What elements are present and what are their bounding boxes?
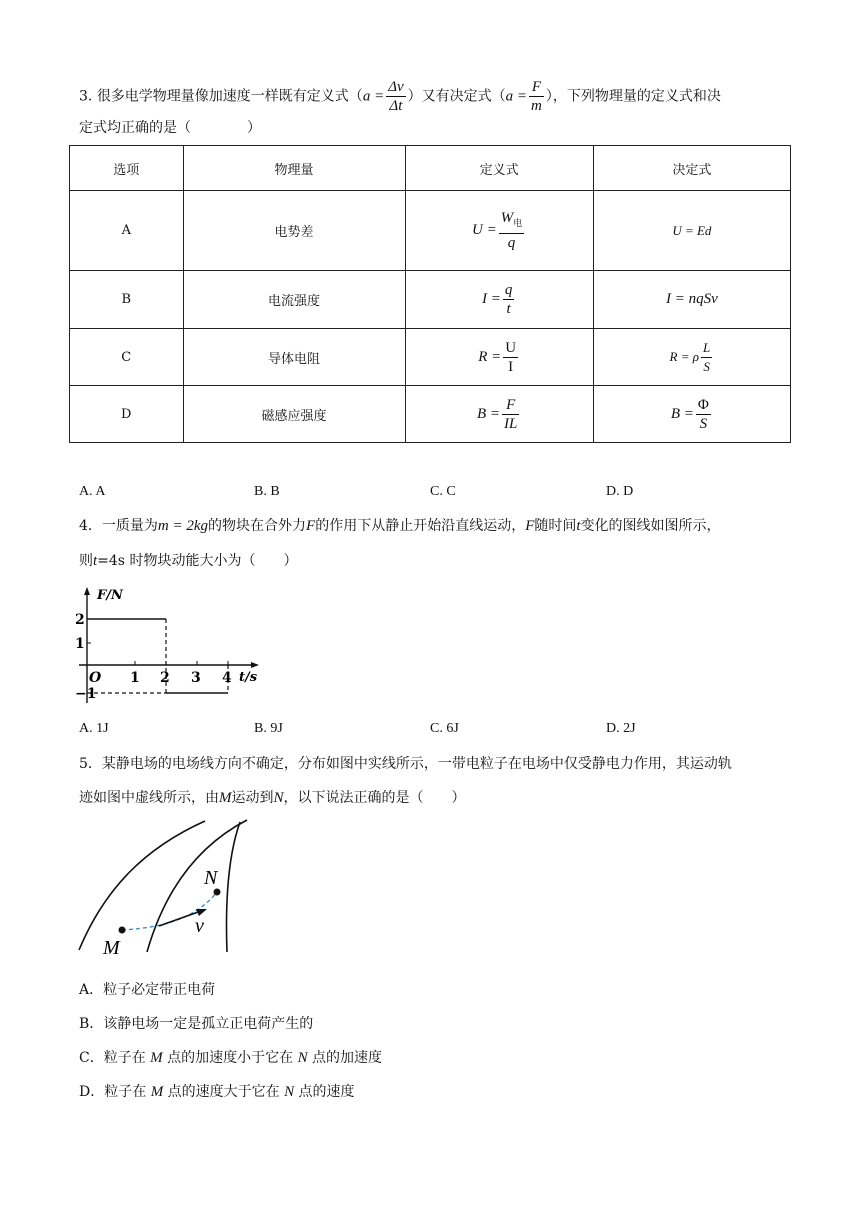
q4-line1: 4．一质量为m = 2kg的物块在合外力F的作用下从静止开始沿直线运动，F随时间t变化的图线如图所示， (79, 518, 721, 534)
q5-option-b[interactable]: B．该静电场一定是孤立正电荷产生的 (79, 1016, 314, 1032)
row-option: C (70, 329, 184, 386)
row-option: D (70, 386, 184, 443)
q4-line2: 则t=4s 时物块动能大小为（ ） (79, 553, 298, 569)
y-tick-label: −1 (75, 686, 97, 702)
q4-choice-c[interactable]: C. 6J (430, 721, 459, 736)
q3-choice-d[interactable]: D. D (606, 484, 634, 499)
x-tick-label: 2 (160, 670, 170, 686)
x-axis-arrow-icon (251, 662, 259, 668)
q5-option-a[interactable]: A．粒子必定带正电荷 (79, 982, 216, 998)
q4-choice-b[interactable]: B. 9J (254, 721, 283, 736)
point-m (119, 927, 126, 934)
q3-choice-a[interactable]: A. A (79, 484, 106, 499)
row-definition: R = $\frac{U}{I}$ (405, 329, 593, 386)
table-row (70, 386, 791, 443)
q3-text-c: ），下列物理量的定义式和决 (545, 88, 721, 105)
y-tick-label: 2 (75, 612, 85, 628)
table-header-row (70, 146, 791, 191)
force-time-graph (75, 585, 275, 710)
q3-def-lhs: a = (362, 88, 385, 105)
row-quantity: 电势差 (183, 191, 405, 271)
label-m: M (103, 937, 120, 959)
row-determining: U = Ed (593, 191, 790, 271)
q3-number: 3. (79, 88, 93, 105)
y-tick-label: 1 (75, 636, 85, 652)
point-n (214, 889, 221, 896)
origin-label: O (89, 670, 102, 686)
q3-line2: 定式均正确的是（ ） (79, 120, 261, 136)
table-header: 决定式 (593, 146, 790, 191)
q3-text-a: 很多电学物理量像加速度一样既有定义式（ (96, 88, 363, 105)
row-quantity: 电流强度 (183, 271, 405, 329)
q4-mass: m = 2kg (157, 518, 209, 534)
x-tick-label: 4 (222, 670, 232, 686)
table-row (70, 329, 791, 386)
row-quantity: 磁感应强度 (183, 386, 405, 443)
q4-choice-a[interactable]: A. 1J (79, 721, 109, 736)
row-definition: U = $\frac{W_电}{q}$ (405, 191, 593, 271)
y-axis-arrow-icon (84, 587, 90, 595)
q3-def-frac: $\frac{\Delta v}{\Delta t}$ (388, 79, 404, 114)
x-tick-label: 3 (191, 670, 201, 686)
table-header: 选项 (70, 146, 184, 191)
row-definition: I = $\frac{q}{t}$ (405, 271, 593, 329)
q3-det-frac: $\frac{F}{m}$ (531, 79, 542, 114)
q5-option-d[interactable]: D．粒子在 M 点的速度大于它在 N 点的速度 (79, 1084, 355, 1100)
label-n: N (204, 867, 218, 889)
row-determining: I = nqSv (593, 271, 790, 329)
row-definition: B = $\frac{F}{IL}$ (405, 386, 593, 443)
row-determining: B = $\frac{\Phi}{S}$ (593, 386, 790, 443)
row-determining: R = ρ $\frac{L}{S}$ (593, 329, 790, 386)
field-line (79, 821, 205, 950)
table-row (70, 191, 791, 271)
row-option: B (70, 271, 184, 329)
table-header: 定义式 (405, 146, 593, 191)
row-quantity: 导体电阻 (183, 329, 405, 386)
x-tick-label: 1 (130, 670, 140, 686)
y-axis-label: F/N (97, 588, 123, 603)
q5-option-c[interactable]: C．粒子在 M 点的加速度小于它在 N 点的加速度 (79, 1050, 383, 1066)
q3-line1 (79, 78, 721, 115)
q3-text-b: ）又有决定式（ (407, 88, 506, 105)
row-option: A (70, 191, 184, 271)
table-header: 物理量 (183, 146, 405, 191)
table-row (70, 271, 791, 329)
q3-choice-c[interactable]: C. C (430, 484, 456, 499)
q3-choice-b[interactable]: B. B (254, 484, 280, 499)
electric-field-figure (75, 818, 250, 960)
label-v: v (195, 915, 204, 937)
field-line (227, 822, 240, 952)
q5-line1: 5．某静电场的电场线方向不确定，分布如图中实线所示，一带电粒子在电场中仅受静电力作用，其运动轨 (79, 756, 732, 772)
q3-det-lhs: a = (505, 88, 528, 105)
q3-table (69, 145, 791, 443)
q4-choice-d[interactable]: D. 2J (606, 721, 636, 736)
x-axis-label: t/s (239, 670, 258, 685)
q5-line2: 迹如图中虚线所示，由M运动到N，以下说法正确的是（ ） (79, 790, 466, 806)
